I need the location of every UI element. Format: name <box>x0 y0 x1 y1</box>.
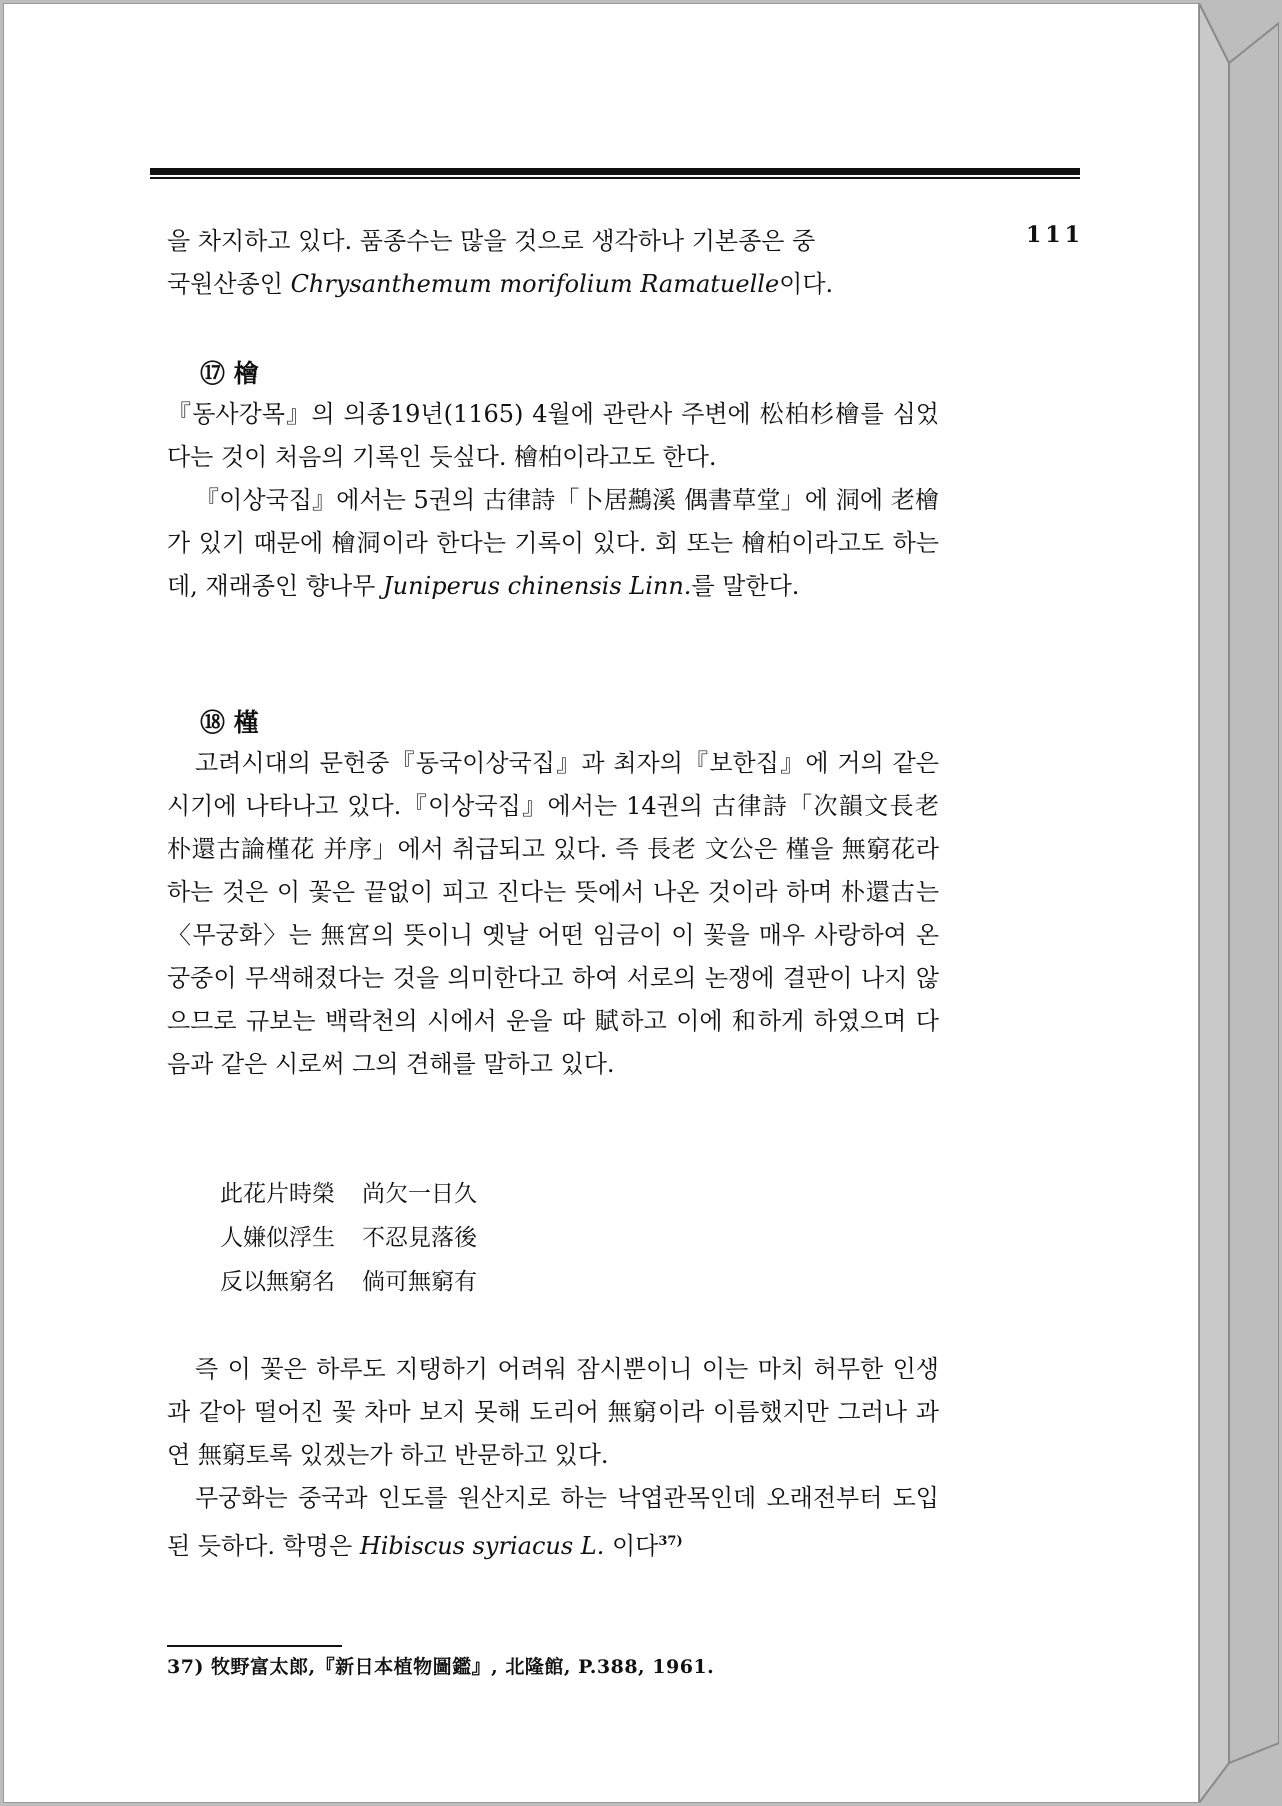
text: 이다 <box>604 1532 659 1560</box>
section-18-body <box>167 742 939 1086</box>
poem-line <box>220 1216 477 1260</box>
text-line: 국원산종인 <box>167 270 291 298</box>
section-heading-18: ⑱ 槿 <box>200 708 259 737</box>
paragraph: 『동사강목』의 의종19년(1165) 4월에 관란사 주변에 松柏杉檜를 심었다는 것이 처음의 기록인 듯싶다. 檜柏이라고도 한다. <box>167 400 939 471</box>
poem-verse: 此花片時榮 <box>220 1181 335 1207</box>
paragraph <box>167 479 939 608</box>
poem-verse: 反以無窮名 <box>220 1269 335 1295</box>
paragraph-chrysanthemum <box>167 220 939 306</box>
text-line: 이다. <box>779 270 834 298</box>
poem-line <box>220 1260 477 1304</box>
scientific-name: Hibiscus syriacus L. <box>359 1532 605 1560</box>
poem-verse: 人嫌似浮生 <box>220 1225 335 1251</box>
footnote-rule <box>167 1645 342 1647</box>
text: 『이상국집』에서는 5권의 古律詩「卜居䴏溪 偶書草堂」에 洞에 老檜가 있기 때문에 檜洞이라 한다는 기록이 있다. 회 또는 檜柏이라고도 하는데, 재래종인 향나무 <box>167 486 939 600</box>
poem-verse: 不忍見落後 <box>362 1225 477 1251</box>
paragraph: 고려시대의 문헌중『동국이상국집』과 최자의『보한집』에 거의 같은 시기에 나타나고 있다.『이상국집』에서는 14권의 古律詩「次韻文長老朴還古論槿花 并序」에서 취급되고 있다. 즉 長老 文公은 槿을 無窮花라 하는 것은 이 꽃은 끝없이 피고 진다는 뜻에서 나온 것이라 하며 朴還古는〈무궁화〉는 無宮의 뜻이니 옛날 어떤 임금이 이 꽃을 매우 사랑하여 온 궁중이 무색해졌다는 것을 의미한다고 하여 서로의 논쟁에 결판이 나지 않으므로 규보는 백락천의 시에서 운을 따 賦하고 이에 和하게 하였으며 다음과 같은 시로써 그의 견해를 말하고 있다. <box>167 749 939 1078</box>
text: 를 말한다. <box>691 572 800 600</box>
scientific-name: Chrysanthemum morifolium Ramatuelle <box>290 270 780 298</box>
scientific-name: Juniperus chinensis Linn. <box>383 572 692 600</box>
poem <box>220 1172 477 1304</box>
text-line: 을 차지하고 있다. 품종수는 많을 것으로 생각하나 기본종은 중 <box>167 227 816 255</box>
footnote-marker: 37) <box>658 1534 683 1549</box>
poem-line <box>220 1172 477 1216</box>
poem-verse: 尚欠一日久 <box>362 1181 477 1207</box>
paragraph <box>167 1477 939 1568</box>
text: 무궁화는 중국과 인도를 원산지로 하는 낙엽관목인데 오래전부터 도입된 듯하다. 학명은 <box>167 1484 939 1560</box>
section-17-body <box>167 393 939 608</box>
header-rule-thick <box>150 168 1080 175</box>
book-spine <box>1199 3 1279 1803</box>
footnote: 37) 牧野富太郎,『新日本植物圖鑑』, 北隆館, P.388, 1961. <box>167 1656 715 1678</box>
header-rule-thin <box>150 177 1080 179</box>
section-18-conclusion <box>167 1348 939 1568</box>
paragraph: 즉 이 꽃은 하루도 지탱하기 어려워 잠시뿐이니 이는 마치 허무한 인생과 같아 떨어진 꽃 차마 보지 못해 도리어 無窮이라 이름했지만 그러나 과연 無窮토록 있겠는가 하고 반문하고 있다. <box>167 1355 939 1469</box>
page-number: 111 <box>1026 222 1084 248</box>
poem-verse: 倘可無窮有 <box>362 1269 477 1295</box>
section-heading-17: ⑰ 檜 <box>200 359 259 388</box>
